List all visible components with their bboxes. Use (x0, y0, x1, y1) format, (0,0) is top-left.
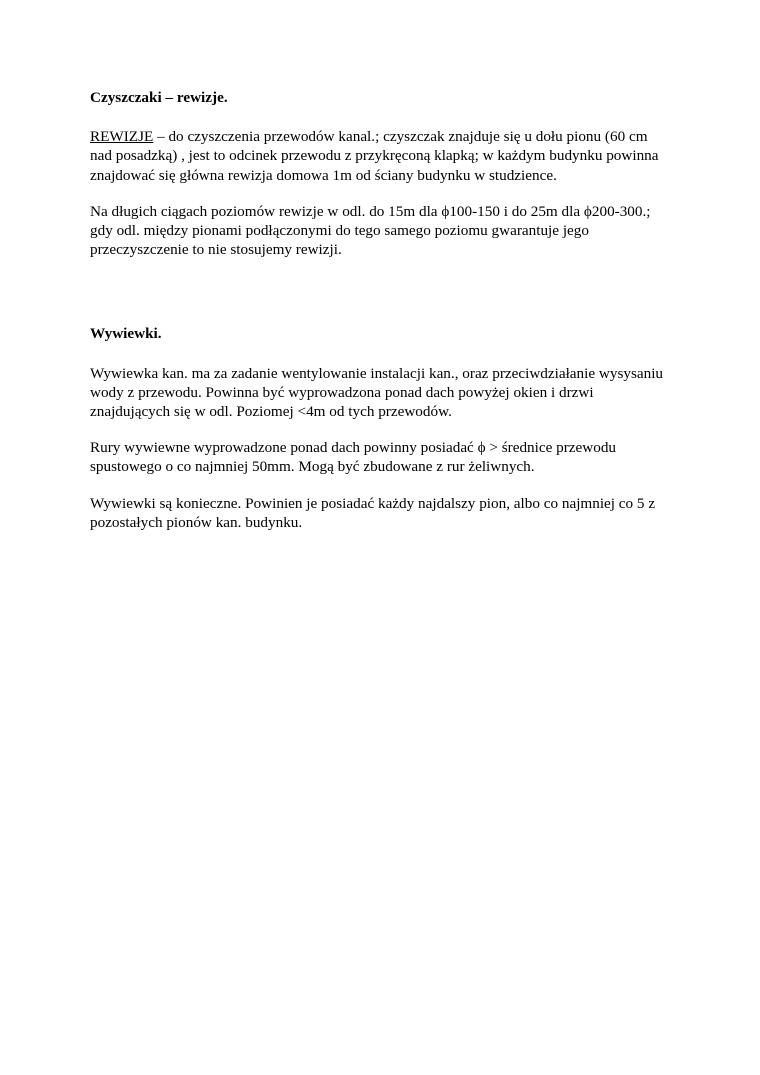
paragraph-text: – do czyszczenia przewodów kanal.; czyszczak znajduje się u dołu pionu (60 cm (153, 128, 648, 146)
paragraph-line: nad posadzką) , jest to odcinek przewodu z przykręconą klapką; w każdym budynku powinna (90, 147, 659, 165)
paragraph-poziomy (90, 202, 690, 260)
paragraph-line: znajdować się główna rewizja domowa 1m od ściany budynku w studzience. (90, 166, 557, 184)
section-heading-wywiewki: Wywiewki. (90, 325, 162, 343)
paragraph-line (90, 127, 690, 146)
section-heading-czyszczaki: Czyszczaki – rewizje. (90, 89, 228, 106)
paragraph-line: gdy odl. między pionami podłączonymi do tego samego poziomu gwarantuje jego (90, 222, 589, 240)
term-rewizje: REWIZJE (90, 128, 154, 146)
paragraph-rewizje (90, 127, 690, 185)
paragraph-line: pozostałych pionów kan. budynku. (90, 513, 303, 531)
paragraph-line: znajdujących się w odl. Poziomej <4m od tych przewodów. (90, 403, 452, 421)
paragraph-line: wody z przewodu. Powinna być wyprowadzona ponad dach powyżej okien i drzwi (90, 383, 594, 401)
paragraph-konieczne (90, 494, 690, 532)
paragraph-wywiewka (90, 364, 690, 422)
document-page (90, 88, 690, 532)
paragraph-rury (90, 438, 690, 476)
paragraph-line: spustowego o co najmniej 50mm. Mogą być zbudowane z rur żeliwnych. (90, 458, 535, 476)
paragraph-line: przeczyszczenie to nie stosujemy rewizji. (90, 241, 342, 259)
paragraph-line: Rury wywiewne wyprowadzone ponad dach powinny posiadać ϕ > średnice przewodu (90, 439, 617, 457)
paragraph-line: Wywiewki są konieczne. Powinien je posiadać każdy najdalszy pion, albo co najmniej co 5 z (90, 494, 656, 512)
paragraph-line: Na długich ciągach poziomów rewizje w odl. do 15m dla ϕ100-150 i do 25m dla ϕ200-300.; (90, 202, 651, 220)
paragraph-line: Wywiewka kan. ma za zadanie wentylowanie instalacji kan., oraz przeciwdziałanie wysysaniu (90, 364, 664, 382)
